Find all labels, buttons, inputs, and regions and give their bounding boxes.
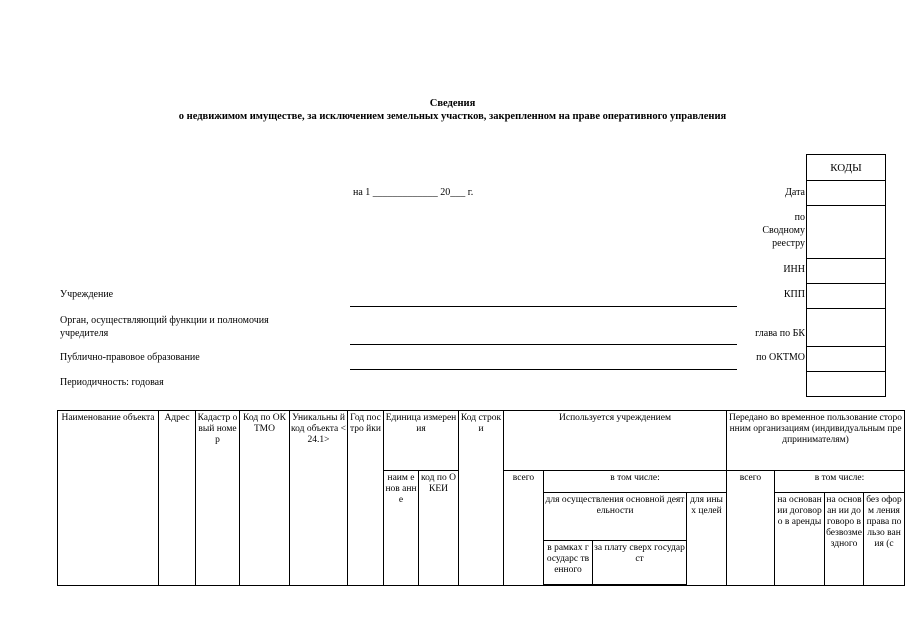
code-cell-inn[interactable] [807, 259, 885, 284]
label-inn: ИНН [783, 264, 805, 275]
public-entity-field[interactable] [350, 369, 737, 370]
codes-box [806, 154, 886, 397]
label-organ-1: Орган, осуществляющий функции и полномочия [60, 315, 269, 326]
label-public-entity: Публично-правовое образование [60, 352, 200, 363]
col-cadastral: Кадастр овый номер [196, 411, 240, 586]
col-year: Год постро йки [348, 411, 384, 586]
col-used-incl: в том числе: [544, 471, 727, 493]
label-registry-2: Сводному [762, 225, 805, 236]
col-unit: Единица измерения [384, 411, 459, 471]
col-tr-noform: без оформ ления права пользо вания (с [864, 493, 905, 586]
label-registry-3: реестру [772, 238, 805, 249]
code-cell-registry[interactable] [807, 206, 885, 259]
institution-field[interactable] [350, 306, 737, 307]
col-name: Наименование объекта [58, 411, 159, 586]
col-spacer [544, 585, 593, 586]
col-row-code: Код строки [459, 411, 504, 586]
col-transferred: Передано во временное пользование сторонним организациям (индивидуальным предпринимателям) [727, 411, 905, 471]
col-oktmo: Код по ОКТМО [240, 411, 290, 586]
label-date: Дата [785, 187, 805, 198]
col-unit-name: наим енов анне [384, 471, 419, 586]
codes-header: КОДЫ [807, 155, 885, 181]
label-periodicity: Периодичность: годовая [60, 377, 164, 388]
label-chapter: глава по БК [755, 328, 805, 339]
col-used: Используется учреждением [504, 411, 727, 471]
col-tr-incl: в том числе: [775, 471, 905, 493]
col-used-main: для осуществления основной деятельности [544, 493, 687, 541]
code-cell-chapter[interactable] [807, 309, 885, 347]
col-used-state: в рамках государс твенного [544, 541, 593, 585]
label-oktmo: по ОКТМО [756, 352, 805, 363]
document-subtitle: о недвижимом имуществе, за исключением земельных участков, закрепленном на праве оперативного управления [178, 111, 727, 122]
col-spacer [593, 585, 687, 586]
col-unit-okei: код по ОКЕИ [419, 471, 459, 586]
code-cell-oktmo[interactable] [807, 347, 885, 372]
col-used-total: всего [504, 471, 544, 586]
label-institution: Учреждение [60, 289, 114, 300]
col-tr-free: на основан ии договоро в безвозме здного [825, 493, 864, 586]
organ-field[interactable] [350, 344, 737, 345]
label-registry-1: по [794, 212, 805, 223]
code-cell-date[interactable] [807, 181, 885, 206]
code-cell-kpp[interactable] [807, 284, 885, 309]
col-used-other: для иных целей [687, 493, 727, 586]
col-tr-total: всего [727, 471, 775, 586]
col-used-paid: за плату сверх государст [593, 541, 687, 585]
document-title: Сведения [429, 98, 476, 109]
report-date-line: на 1 _____________ 20___ г. [353, 187, 474, 198]
code-cell-periodicity[interactable] [807, 372, 885, 396]
col-address: Адрес [159, 411, 196, 586]
label-kpp: КПП [783, 289, 805, 300]
col-unique-code: Уникальны й код объекта <24.1> [290, 411, 348, 586]
property-table [57, 410, 905, 586]
col-tr-lease: на основан ии договоро в аренды [775, 493, 825, 586]
label-organ-2: учредителя [60, 328, 109, 339]
